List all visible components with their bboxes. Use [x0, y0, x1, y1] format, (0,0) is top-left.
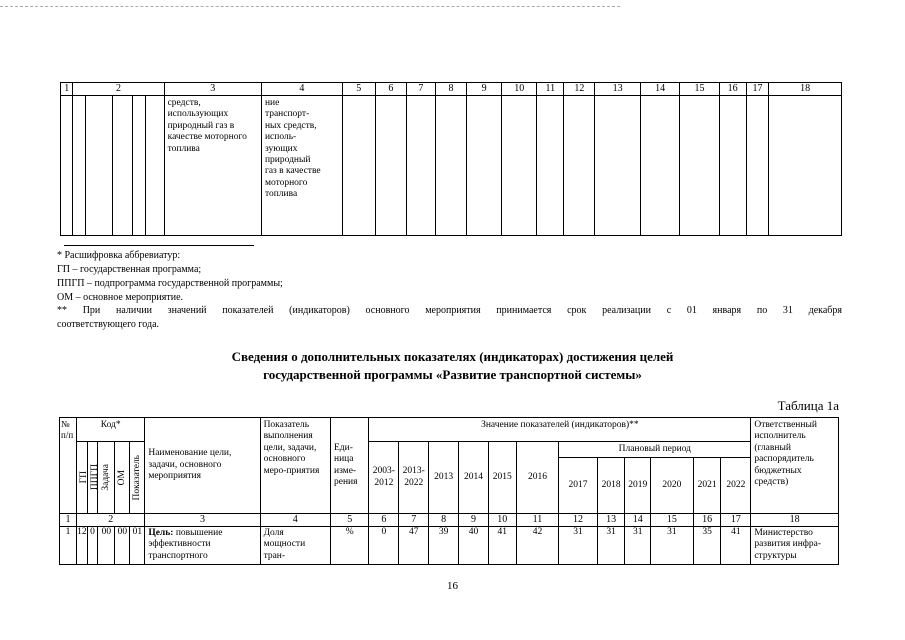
goal-text-cell: средств, использующих природный газ в качестве моторного топлива — [164, 96, 261, 236]
footnote-1: * Расшифровка аббревиатур: — [57, 250, 181, 261]
indicator-name: Доля мощности тран- — [260, 527, 330, 565]
value-cell: 41 — [721, 527, 751, 565]
year-cell: 2018 — [597, 458, 625, 514]
cell — [769, 96, 842, 236]
cell — [719, 96, 746, 236]
goal-label: Цель: — [148, 528, 174, 538]
header-indicator: Показатель выполнения цели, задачи, основного меро-приятия — [260, 418, 330, 514]
cell — [595, 96, 641, 236]
goal-name — [145, 527, 260, 565]
cell — [145, 96, 164, 236]
num-cell: 4 — [260, 514, 330, 527]
goal-text: повышение эффективности транспортного — [148, 528, 223, 561]
footnote-4: ОМ – основное мероприятие. — [57, 292, 184, 303]
num-cell: 8 — [429, 514, 459, 527]
responsible: Министерство развития инфра-структуры — [751, 527, 839, 565]
num-cell: 17 — [721, 514, 751, 527]
value-cell: 41 — [488, 527, 516, 565]
cell — [537, 96, 564, 236]
year-cell: 2013 — [429, 442, 459, 514]
num-cell: 12 — [564, 83, 595, 96]
num-cell: 6 — [375, 83, 406, 96]
code-gp: 12 — [77, 527, 88, 565]
num-cell: 1 — [60, 514, 77, 527]
num-cell: 16 — [719, 83, 746, 96]
cell — [85, 96, 112, 236]
table-label: Таблица 1а — [777, 398, 839, 413]
year-cell: 2015 — [488, 442, 516, 514]
year-cell: 2022 — [721, 458, 751, 514]
continuation-table — [60, 82, 842, 236]
code-task: 00 — [98, 527, 115, 565]
footnote-2: ГП – государственная программа; — [57, 264, 202, 275]
num-cell: 17 — [746, 83, 769, 96]
section-title-line-1: Сведения о дополнительных показателях (индикаторах) достижения целей — [231, 349, 674, 364]
header-num: № п/п — [60, 418, 77, 514]
header-code: Код* — [77, 418, 145, 442]
num-cell: 16 — [693, 514, 721, 527]
cell — [342, 96, 375, 236]
year-cell: 2014 — [459, 442, 489, 514]
cell — [435, 96, 466, 236]
num-cell: 12 — [559, 514, 597, 527]
num-cell: 15 — [680, 83, 719, 96]
cell — [680, 96, 719, 236]
num-cell: 11 — [537, 83, 564, 96]
cell — [746, 96, 769, 236]
year-cell: 2019 — [625, 458, 651, 514]
value-cell: 40 — [459, 527, 489, 565]
header-code-ppgp: ППГП — [87, 442, 98, 514]
value-cell: 31 — [559, 527, 597, 565]
cell — [466, 96, 501, 236]
num-cell: 7 — [399, 514, 429, 527]
num-cell: 3 — [164, 83, 261, 96]
header-code-gp: ГП — [77, 442, 88, 514]
page-number: 16 — [447, 580, 458, 592]
unit: % — [330, 527, 368, 565]
num-cell: 14 — [640, 83, 679, 96]
cell — [73, 96, 85, 236]
num-cell: 2 — [77, 514, 145, 527]
cell — [112, 96, 133, 236]
num-cell: 2 — [73, 83, 164, 96]
footnote-6: соответствующего года. — [57, 319, 160, 330]
cell — [61, 96, 73, 236]
value-cell: 31 — [597, 527, 625, 565]
num-cell: 10 — [488, 514, 516, 527]
header-name: Наименование цели, задачи, основного мероприятия — [145, 418, 260, 514]
num-cell: 3 — [145, 514, 260, 527]
value-cell: 31 — [625, 527, 651, 565]
header-responsible: Ответственный исполнитель (главный распорядитель бюджетных средств) — [751, 418, 839, 514]
header-values: Значение показателей (индикаторов)** — [369, 418, 751, 442]
year-cell: 2016 — [516, 442, 559, 514]
footnote-5: ** При наличии значений показателей (индикаторов) основного мероприятия принимается срок реализации с 01 января по 31 декабря — [57, 305, 842, 316]
value-cell: 42 — [516, 527, 559, 565]
scan-top-line — [0, 6, 620, 7]
code-ppgp: 0 — [87, 527, 98, 565]
indicator-text-cell: ние транспорт-ных средств, исполь-зующих природный газ в качестве моторного топлива — [261, 96, 342, 236]
num-cell: 8 — [435, 83, 466, 96]
code-indicator: 01 — [130, 527, 145, 565]
header-code-task: Задача — [98, 442, 115, 514]
year-cell: 2013-2022 — [399, 442, 429, 514]
cell — [375, 96, 406, 236]
num-cell: 9 — [466, 83, 501, 96]
indicators-table — [59, 417, 839, 565]
num-cell: 14 — [625, 514, 651, 527]
cell — [133, 96, 145, 236]
num-cell: 18 — [751, 514, 839, 527]
num-cell: 13 — [597, 514, 625, 527]
num-cell: 7 — [406, 83, 435, 96]
footnote-3: ППГП – подпрограмма государственной программы; — [57, 278, 283, 289]
header-code-indicator: Показатель — [130, 442, 145, 514]
num-cell: 1 — [61, 83, 73, 96]
num-cell: 18 — [769, 83, 842, 96]
header-code-om: ОМ — [115, 442, 130, 514]
num-cell: 15 — [651, 514, 694, 527]
header-unit: Еди-ница изме-рения — [330, 418, 368, 514]
num-cell: 5 — [342, 83, 375, 96]
num-cell: 10 — [502, 83, 537, 96]
num-cell: 4 — [261, 83, 342, 96]
year-cell: 2020 — [651, 458, 694, 514]
num-cell: 5 — [330, 514, 368, 527]
code-om: 00 — [115, 527, 130, 565]
num-cell: 9 — [459, 514, 489, 527]
cell — [502, 96, 537, 236]
cell — [564, 96, 595, 236]
year-cell: 2003-2012 — [369, 442, 399, 514]
section-title-line-2: государственной программы «Развитие транспортной системы» — [263, 367, 642, 382]
num-cell: 11 — [516, 514, 559, 527]
footnote-rule — [64, 245, 254, 246]
value-cell: 0 — [369, 527, 399, 565]
header-planned: Плановый период — [559, 442, 751, 458]
cell — [406, 96, 435, 236]
value-cell: 35 — [693, 527, 721, 565]
year-cell: 2021 — [693, 458, 721, 514]
num-cell: 13 — [595, 83, 641, 96]
value-cell: 31 — [651, 527, 694, 565]
value-cell: 39 — [429, 527, 459, 565]
num-cell: 6 — [369, 514, 399, 527]
row-num: 1 — [60, 527, 77, 565]
value-cell: 47 — [399, 527, 429, 565]
year-cell: 2017 — [559, 458, 597, 514]
cell — [640, 96, 679, 236]
